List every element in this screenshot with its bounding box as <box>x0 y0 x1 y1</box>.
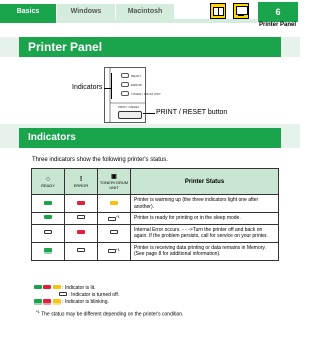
error-led-cell <box>65 242 98 260</box>
error-lamp-label: ERROR <box>131 83 142 87</box>
col-ready <box>32 169 65 195</box>
footnote-mark: *1 <box>36 309 40 314</box>
col-error <box>65 169 98 195</box>
led-off <box>77 215 85 219</box>
legend-off <box>59 292 119 298</box>
footnote-mark: *1 <box>116 246 120 252</box>
legend-lit-text: : Indicator is lit. <box>62 285 96 291</box>
led-yellow-blinking <box>53 299 61 303</box>
error-led-cell <box>65 224 98 242</box>
led-green <box>34 285 42 289</box>
col-status-label: Printer Status <box>184 178 225 185</box>
table-row <box>32 224 279 242</box>
status-text: Printer is receiving data printing or data remains in Memory. (See page 8 for additional information). <box>131 242 279 260</box>
error-led-cell <box>65 213 98 225</box>
led-off <box>108 217 116 221</box>
legend-lit <box>34 285 96 291</box>
ready-lamp <box>121 73 129 78</box>
indicators-intro: Three indicators show the following printer's status. <box>32 157 168 163</box>
legend-blinking-text: : Indicator is blinking. <box>62 299 109 305</box>
page-name: Printer Panel <box>258 22 296 28</box>
tab-basics[interactable]: Basics <box>0 4 56 19</box>
power-icon: ○ <box>45 175 51 183</box>
toner-led-cell <box>98 213 131 225</box>
indicators-table <box>31 168 279 261</box>
legend-blinking <box>34 299 109 305</box>
status-text: Internal Error occurs. - - ->Turn the printer off and back on again. If the problem persists, call for service on your printer. <box>131 224 279 242</box>
led-yellow <box>110 201 118 205</box>
led-green-blinking <box>34 299 42 303</box>
section-title: Printer Panel <box>28 40 103 54</box>
ready-lamp-label: READY <box>131 74 142 78</box>
led-yellow <box>53 285 61 289</box>
led-off <box>59 292 67 296</box>
toner-led-cell <box>98 195 131 213</box>
table-row <box>32 195 279 213</box>
col-status <box>131 169 279 195</box>
tab-macintosh[interactable]: Macintosh <box>116 4 174 19</box>
error-lamp <box>121 82 129 87</box>
ready-led-cell <box>32 224 65 242</box>
led-green-blinking <box>44 248 52 252</box>
footnote-mark: *1 <box>116 213 120 219</box>
toner-icon: ▣ <box>111 173 117 180</box>
toner-led-cell <box>98 242 131 260</box>
book-icon[interactable] <box>210 3 226 19</box>
ready-led-cell <box>32 242 65 260</box>
col-toner-label: TONER/ DRUM UNIT <box>99 179 129 190</box>
indicators-header <box>19 128 281 148</box>
led-off <box>44 230 52 234</box>
ready-led-cell <box>32 213 65 225</box>
legend-off-text: : Indicator is turned off. <box>68 292 120 298</box>
status-text: Printer is ready for printing or in the sleep mode. <box>131 213 279 225</box>
toner-lamp-label: TONER / DRUM UNIT <box>131 92 161 96</box>
led-red-blinking <box>43 299 51 303</box>
col-ready-label: READY <box>41 182 55 188</box>
monitor-icon[interactable] <box>233 3 249 19</box>
tab-windows[interactable]: Windows <box>57 4 115 19</box>
indicators-table-body <box>32 195 279 261</box>
indicators-callout-bracket <box>111 73 112 99</box>
printer-panel-header <box>19 37 281 57</box>
page-number: 6 <box>258 2 298 22</box>
error-icon: ! <box>79 175 83 183</box>
led-red <box>43 285 51 289</box>
indicators-callout: Indicators <box>72 84 103 91</box>
led-off <box>77 248 85 252</box>
led-red <box>77 230 85 234</box>
table-row <box>32 242 279 260</box>
led-off <box>108 249 116 253</box>
error-led-cell <box>65 195 98 213</box>
footnote <box>36 309 183 318</box>
col-error-label: ERROR <box>73 182 89 188</box>
col-toner <box>98 169 131 195</box>
print-reset-button <box>118 111 142 119</box>
top-navigation <box>0 0 300 28</box>
section-title: Indicators <box>28 132 76 143</box>
ready-led-cell <box>32 195 65 213</box>
led-green <box>44 201 52 205</box>
status-text: Printer is warming up (the three indicators light one after another). <box>131 195 279 213</box>
reset-button-caption: PRINT / RESET <box>118 105 140 109</box>
print-reset-callout: PRINT / RESET button <box>156 109 228 116</box>
led-red <box>77 201 85 205</box>
led-green <box>44 215 52 219</box>
toner-led-cell <box>98 224 131 242</box>
led-off <box>110 230 118 234</box>
toner-lamp <box>121 91 129 96</box>
table-row <box>32 213 279 225</box>
nav-active-underline <box>0 19 56 23</box>
footnote-text: The status may be different depending on the printer's condition. <box>41 311 184 318</box>
print-reset-callout-line <box>143 113 155 114</box>
